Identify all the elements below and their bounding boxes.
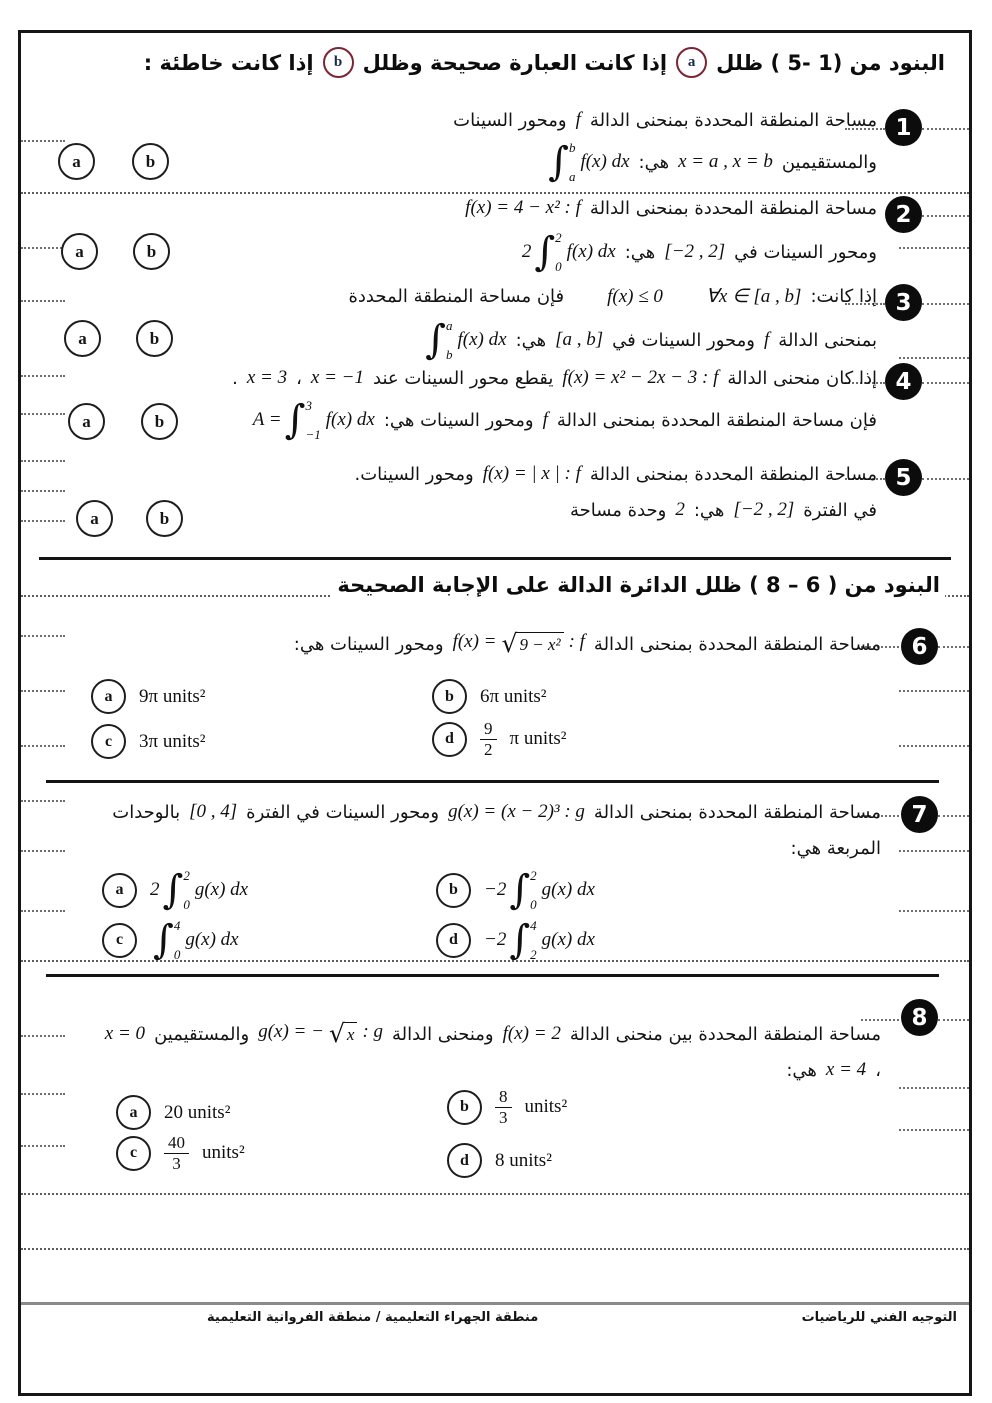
arabic-text: وحدة مساحة bbox=[569, 499, 667, 521]
integral-lower-bound: 0 bbox=[183, 897, 190, 912]
ruled-line bbox=[922, 303, 969, 305]
ruled-line bbox=[21, 490, 65, 492]
section2-title bbox=[332, 573, 945, 597]
question-3-text-line-2 bbox=[422, 317, 877, 363]
q7-option-d-circle[interactable]: d bbox=[436, 923, 471, 958]
math-expression bbox=[453, 631, 585, 657]
integral-expression bbox=[522, 229, 616, 275]
q1-answer-bubble-b[interactable]: b bbox=[132, 143, 169, 180]
math-expression: g(x) = (x − 2)³ : g bbox=[448, 801, 585, 822]
q6-option-c[interactable] bbox=[91, 724, 206, 759]
math-lhs: f(x) = bbox=[452, 631, 497, 652]
arabic-text: المربعة هي: bbox=[790, 838, 881, 859]
question-1-text-line-2 bbox=[545, 139, 877, 185]
q2-answer-bubble-b[interactable]: b bbox=[133, 233, 170, 270]
question-6-number-badge: 6 bbox=[901, 628, 938, 665]
fraction-numerator: 40 bbox=[164, 1133, 189, 1154]
arabic-text: ومحور السينات هي: bbox=[293, 633, 444, 655]
dotted-separator bbox=[21, 1248, 969, 1250]
question-2-number-badge: 2 bbox=[885, 196, 922, 233]
section-separator bbox=[39, 557, 951, 560]
choice-b-bubble-icon: b bbox=[323, 47, 354, 78]
ruled-line bbox=[938, 646, 969, 648]
sqrt-icon: √ bbox=[328, 1019, 345, 1048]
q6-option-c-text: 3π units² bbox=[139, 730, 206, 752]
ruled-line bbox=[899, 850, 969, 852]
dotted-separator bbox=[21, 192, 969, 194]
arabic-text: ومحور السينات. bbox=[354, 463, 474, 485]
sqrt-expression bbox=[329, 1021, 357, 1047]
integral-lower-bound: 2 bbox=[530, 947, 537, 962]
integral-icon: ∫ bbox=[425, 317, 446, 363]
q5-answer-bubble-a[interactable]: a bbox=[76, 500, 113, 537]
question-5-number-badge: 5 bbox=[885, 459, 922, 496]
ruled-line bbox=[21, 375, 65, 377]
arabic-text: إذا كان منحنى الدالة bbox=[727, 367, 877, 389]
q8-option-b[interactable] bbox=[447, 1087, 567, 1127]
integral-icon: ∫ bbox=[509, 867, 531, 913]
q1-answer-bubble-a[interactable]: a bbox=[58, 143, 95, 180]
q8-option-c-circle[interactable]: c bbox=[116, 1136, 151, 1171]
sqrt-expression bbox=[502, 631, 564, 657]
math-rhs: : g bbox=[362, 1021, 384, 1042]
question-8-text-line-2 bbox=[786, 1059, 881, 1081]
fraction bbox=[164, 1133, 189, 1173]
arabic-text: ومحور السينات في bbox=[734, 241, 877, 263]
q7-option-c[interactable] bbox=[102, 917, 239, 963]
q7-option-b[interactable] bbox=[436, 867, 595, 913]
q4-answer-bubble-a[interactable]: a bbox=[68, 403, 105, 440]
question-1-text-line-1 bbox=[453, 109, 877, 131]
q8-option-a[interactable] bbox=[116, 1095, 230, 1130]
q8-option-d-text: 8 units² bbox=[495, 1149, 552, 1171]
q6-option-b-circle[interactable]: b bbox=[432, 679, 467, 714]
integral-expression bbox=[150, 867, 248, 913]
ruled-line bbox=[899, 745, 969, 747]
ruled-line bbox=[21, 1145, 65, 1147]
math-expression: f(x) ≤ 0 bbox=[607, 285, 663, 307]
question-5-text-line-2 bbox=[570, 499, 877, 521]
arabic-text: ومحور السينات في الفترة bbox=[246, 801, 440, 823]
integral-coefficient: 2 bbox=[521, 241, 532, 262]
ruled-line bbox=[899, 910, 969, 912]
integral-icon: ∫ bbox=[509, 917, 531, 963]
q6-option-c-circle[interactable]: c bbox=[91, 724, 126, 759]
page-frame bbox=[18, 30, 972, 1396]
q7-option-a[interactable] bbox=[102, 867, 248, 913]
question-4-number-badge: 4 bbox=[885, 363, 922, 400]
q7-option-a-circle[interactable]: a bbox=[102, 873, 137, 908]
ruled-line bbox=[21, 413, 65, 415]
question-7-text-line-2 bbox=[791, 838, 881, 859]
q8-option-b-circle[interactable]: b bbox=[447, 1090, 482, 1125]
integrand: f(x) dx bbox=[580, 151, 630, 172]
integrand: f(x) dx bbox=[325, 409, 375, 430]
question-4-text-line-1 bbox=[232, 367, 877, 389]
math-expression: [0 , 4] bbox=[189, 801, 238, 822]
fraction-numerator: 8 bbox=[495, 1087, 512, 1108]
q8-option-d[interactable] bbox=[447, 1143, 552, 1178]
q8-option-a-text: 20 units² bbox=[164, 1101, 231, 1123]
integral-icon: ∫ bbox=[153, 917, 174, 963]
math-expression: f bbox=[542, 409, 548, 430]
question-4-text-line-2 bbox=[253, 397, 877, 443]
q6-option-d-text: π units² bbox=[509, 728, 567, 750]
footer-divider bbox=[21, 1302, 969, 1305]
ruled-line bbox=[922, 478, 969, 480]
math-lhs: g(x) = − bbox=[258, 1021, 324, 1042]
integral-coefficient: 2 bbox=[150, 879, 160, 900]
q8-option-c[interactable] bbox=[116, 1133, 245, 1173]
ruled-line bbox=[21, 247, 65, 249]
integral-upper-bound: 2 bbox=[183, 868, 190, 883]
arabic-text: في الفترة bbox=[803, 499, 877, 521]
q3-answer-bubble-b[interactable]: b bbox=[136, 320, 173, 357]
dotted-separator bbox=[21, 1193, 969, 1195]
question-5-text-line-1 bbox=[355, 463, 878, 485]
integrand: f(x) dx bbox=[457, 329, 507, 350]
ruled-line bbox=[21, 800, 65, 802]
question-8-text-line-1 bbox=[105, 1021, 881, 1047]
integral-upper-bound: 3 bbox=[305, 398, 312, 413]
section-separator bbox=[46, 780, 939, 783]
ruled-line bbox=[922, 128, 969, 130]
math-expression: f(x) = | x | : f bbox=[482, 463, 581, 484]
integral-coefficient: −2 bbox=[484, 879, 507, 900]
fraction bbox=[480, 719, 497, 759]
arabic-text: هي: bbox=[693, 499, 725, 521]
question-3-number-badge: 3 bbox=[885, 284, 922, 321]
q6-option-b-text: 6π units² bbox=[480, 685, 547, 707]
arabic-comma: ، bbox=[875, 1059, 881, 1081]
ruled-line bbox=[899, 1087, 969, 1089]
arabic-comma: ، bbox=[296, 367, 302, 389]
ruled-line bbox=[21, 690, 65, 692]
integral-icon: ∫ bbox=[548, 139, 569, 185]
arabic-text: ومنحنى الدالة bbox=[392, 1023, 494, 1045]
fraction-numerator: 9 bbox=[480, 719, 497, 740]
section-separator bbox=[46, 974, 939, 977]
integrand: f(x) dx bbox=[566, 241, 616, 262]
question-2-text-line-1 bbox=[465, 197, 877, 219]
math-expression: ∀x ∈ [a , b] bbox=[705, 286, 802, 307]
q7-option-d[interactable] bbox=[436, 917, 595, 963]
math-expression bbox=[258, 1021, 383, 1047]
math-expression: x = 0 bbox=[104, 1023, 146, 1045]
ruled-line bbox=[21, 1093, 65, 1095]
integral-icon: ∫ bbox=[534, 229, 556, 275]
integral-lower-bound: 0 bbox=[555, 259, 562, 274]
section1-title-text: إذا كانت خاطئة : bbox=[143, 50, 314, 75]
q7-option-c-circle[interactable]: c bbox=[102, 923, 137, 958]
question-7-text-line-1 bbox=[112, 801, 881, 823]
math-expression: [−2 , 2] bbox=[733, 499, 795, 520]
sqrt-radicand: x bbox=[345, 1022, 358, 1045]
q8-option-a-circle[interactable]: a bbox=[116, 1095, 151, 1130]
math-rhs: : f bbox=[568, 631, 585, 652]
arabic-text: مساحة المنطقة المحددة بمنحنى الدالة bbox=[593, 801, 881, 823]
integral-icon: ∫ bbox=[284, 397, 306, 443]
section1-title-text: البنود من (1 -5 ) ظلل bbox=[716, 50, 945, 75]
q5-answer-bubble-b[interactable]: b bbox=[146, 500, 183, 537]
math-expression: x = a , x = b bbox=[678, 151, 773, 172]
ruled-line bbox=[922, 382, 969, 384]
arabic-text: يقطع محور السينات عند bbox=[373, 367, 554, 389]
q3-answer-bubble-a[interactable]: a bbox=[64, 320, 101, 357]
q6-option-a-circle[interactable]: a bbox=[91, 679, 126, 714]
fraction bbox=[495, 1087, 512, 1127]
integral-upper-bound: 4 bbox=[530, 918, 537, 933]
arabic-text: مساحة المنطقة المحددة بمنحنى الدالة bbox=[593, 633, 881, 655]
ruled-line bbox=[21, 300, 65, 302]
ruled-line bbox=[938, 1019, 969, 1021]
q4-answer-bubble-b[interactable]: b bbox=[141, 403, 178, 440]
ruled-line bbox=[922, 215, 969, 217]
q2-answer-bubble-a[interactable]: a bbox=[61, 233, 98, 270]
integral-upper-bound: 2 bbox=[555, 230, 562, 245]
q6-option-b[interactable] bbox=[432, 679, 547, 714]
section1-title bbox=[144, 47, 945, 78]
integral-upper-bound: a bbox=[446, 318, 453, 333]
ruled-line bbox=[21, 850, 65, 852]
integral-icon: ∫ bbox=[162, 867, 184, 913]
integrand: g(x) dx bbox=[194, 879, 249, 900]
arabic-text: مساحة المنطقة المحددة بمنحنى الدالة bbox=[589, 109, 877, 131]
math-expression: x = −1 bbox=[310, 367, 364, 388]
sqrt-icon: √ bbox=[501, 629, 518, 658]
math-expression: x = 4 bbox=[825, 1059, 867, 1080]
integral-expression bbox=[150, 917, 239, 963]
arabic-text: بمنحنى الدالة bbox=[778, 329, 877, 351]
math-expression: [−2 , 2] bbox=[664, 241, 726, 262]
ruled-line bbox=[899, 247, 969, 249]
fraction-denominator: 3 bbox=[172, 1153, 181, 1173]
math-expression: [a , b] bbox=[555, 329, 604, 350]
question-7-number-badge: 7 bbox=[901, 796, 938, 833]
arabic-text: ومحور السينات في bbox=[612, 329, 756, 351]
q6-option-a-text: 9π units² bbox=[139, 685, 206, 707]
q8-option-b-text: units² bbox=[524, 1096, 568, 1118]
integral-upper-bound: 4 bbox=[173, 918, 181, 933]
ruled-line bbox=[21, 910, 65, 912]
integral-expression bbox=[484, 867, 595, 913]
choice-a-bubble-icon: a bbox=[676, 47, 707, 78]
question-3-text-line-1 bbox=[348, 285, 877, 308]
integral-coefficient: A = bbox=[252, 409, 282, 430]
ruled-line bbox=[21, 460, 65, 462]
section2-title-text: البنود من ( 6 – 8 ) ظلل الدائرة الدالة على الإجابة الصحيحة bbox=[337, 573, 940, 597]
arabic-text: ومحور السينات هي: bbox=[383, 409, 534, 431]
arabic-text: هي: bbox=[624, 241, 656, 263]
arabic-text: والمستقيمين bbox=[154, 1023, 250, 1045]
integral-expression bbox=[545, 139, 629, 185]
math-expression: f(x) = x² − 2x − 3 : f bbox=[562, 367, 719, 388]
question-8-number-badge: 8 bbox=[901, 999, 938, 1036]
arabic-text: إذا كانت: bbox=[810, 286, 877, 307]
arabic-text: هي: bbox=[638, 151, 670, 173]
integrand: g(x) dx bbox=[541, 929, 595, 950]
integral-upper-bound: 2 bbox=[530, 868, 537, 883]
ruled-line bbox=[938, 815, 969, 817]
arabic-text: مساحة المنطقة المحددة بين منحنى الدالة bbox=[569, 1023, 881, 1045]
integral-lower-bound: 0 bbox=[530, 897, 537, 912]
integral-expression bbox=[484, 917, 595, 963]
integrand: g(x) dx bbox=[541, 879, 595, 900]
footer-district-text: منطقة الجهراء التعليمية / منطقة الفروانية التعليمية bbox=[207, 1310, 539, 1325]
question-2-text-line-2 bbox=[522, 229, 877, 275]
arabic-text: بالوحدات bbox=[112, 801, 181, 823]
integral-expression bbox=[422, 317, 506, 363]
math-expression: f bbox=[575, 109, 581, 130]
ruled-line bbox=[21, 745, 65, 747]
arabic-text: مساحة المنطقة المحددة بمنحنى الدالة bbox=[589, 197, 877, 219]
math-expression: x = 3 bbox=[246, 367, 288, 388]
sqrt-radicand: 9 − x² bbox=[517, 632, 563, 655]
ruled-line bbox=[21, 140, 65, 142]
math-expression: f(x) = 4 − x² : f bbox=[465, 197, 581, 218]
integral-coefficient: −2 bbox=[484, 929, 507, 950]
q8-option-d-circle[interactable]: d bbox=[447, 1143, 482, 1178]
q7-option-b-circle[interactable]: b bbox=[436, 873, 471, 908]
period: . bbox=[232, 367, 238, 389]
ruled-line bbox=[899, 1129, 969, 1131]
math-expression: f bbox=[764, 329, 770, 350]
math-expression: f(x) = 2 bbox=[502, 1023, 561, 1045]
ruled-line bbox=[21, 520, 65, 522]
integral-upper-bound: b bbox=[568, 140, 576, 155]
arabic-text: والمستقيمين bbox=[781, 151, 877, 173]
q6-option-a[interactable] bbox=[91, 679, 206, 714]
integral-lower-bound: 0 bbox=[173, 947, 181, 962]
arabic-text: هي: bbox=[515, 329, 547, 351]
ruled-line bbox=[21, 635, 65, 637]
fraction-denominator: 3 bbox=[499, 1107, 508, 1127]
arabic-text: فإن مساحة المنطقة المحددة بمنحنى الدالة bbox=[556, 409, 877, 431]
integral-lower-bound: b bbox=[446, 347, 453, 362]
question-6-text-line-1 bbox=[294, 631, 881, 657]
q8-option-c-text: units² bbox=[202, 1142, 245, 1164]
integral-lower-bound: −1 bbox=[305, 427, 321, 442]
arabic-text: هي: bbox=[786, 1059, 817, 1081]
fraction-denominator: 2 bbox=[484, 739, 493, 759]
question-1-number-badge: 1 bbox=[885, 109, 922, 146]
arabic-text: ومحور السينات bbox=[453, 109, 567, 131]
ruled-line bbox=[899, 357, 969, 359]
integral-expression bbox=[253, 397, 375, 443]
arabic-text: فإن مساحة المنطقة المحددة bbox=[348, 286, 565, 307]
ruled-line bbox=[21, 1035, 65, 1037]
footer-supervision-text: التوجيه الفني للرياضيات bbox=[801, 1310, 957, 1325]
integral-lower-bound: a bbox=[568, 169, 576, 184]
integrand: g(x) dx bbox=[185, 929, 239, 950]
ruled-line bbox=[899, 690, 969, 692]
math-expression: 2 bbox=[675, 499, 685, 520]
q6-option-d-circle[interactable]: d bbox=[432, 722, 467, 757]
arabic-text: مساحة المنطقة المحددة بمنحنى الدالة bbox=[589, 463, 877, 485]
section1-title-text: إذا كانت العبارة صحيحة وظلل bbox=[362, 50, 668, 75]
q6-option-d[interactable] bbox=[432, 719, 567, 759]
